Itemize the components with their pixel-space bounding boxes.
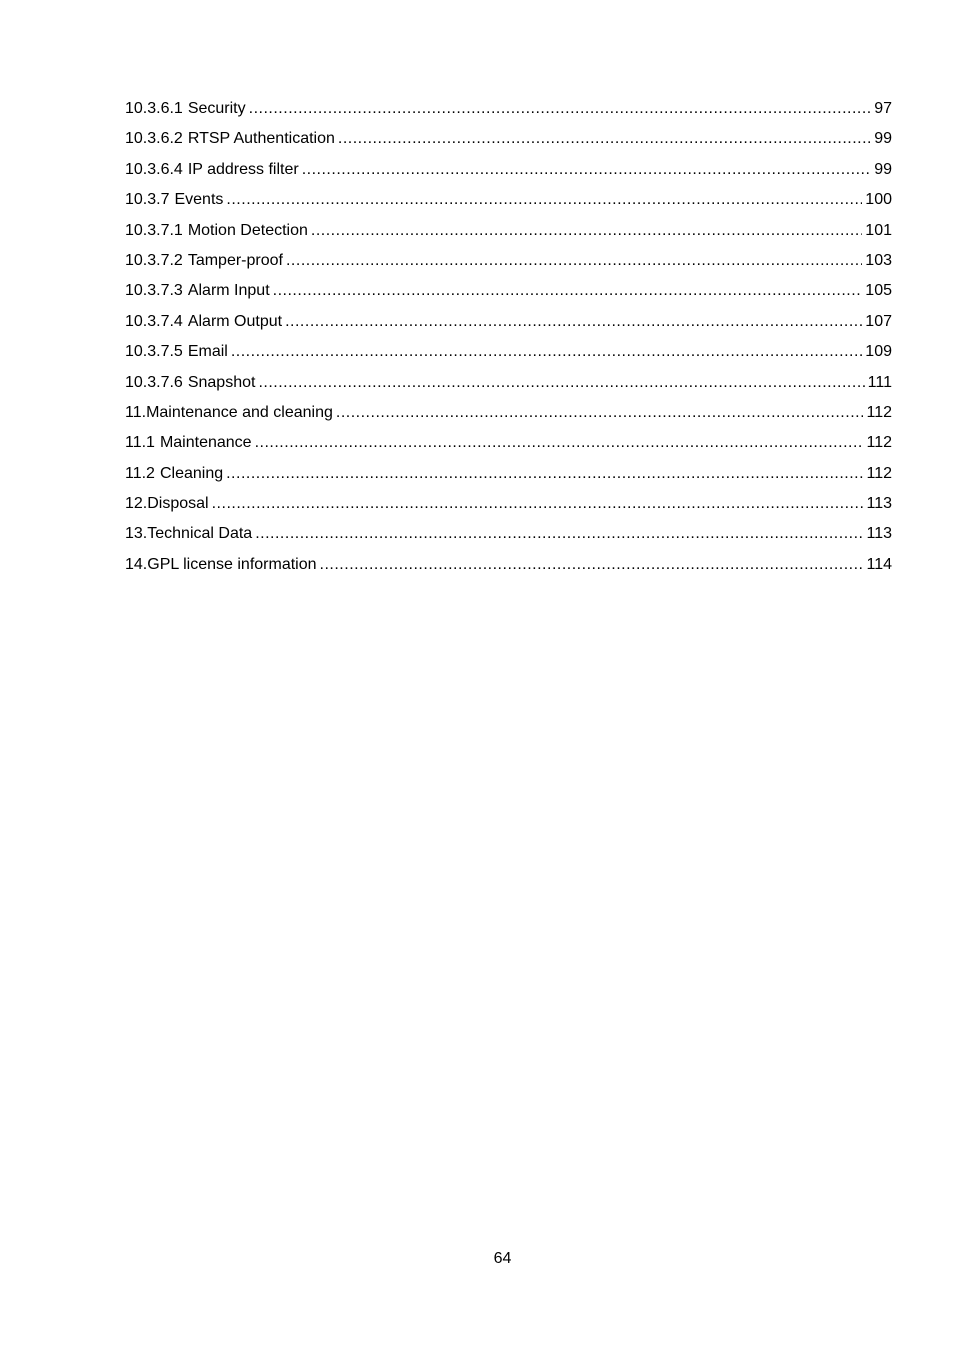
- toc-entry[interactable]: [125, 431, 892, 461]
- toc-entry-number: 14.: [125, 555, 148, 573]
- toc-entry-title: GPL license information: [147, 555, 317, 573]
- dot-leader: [249, 97, 872, 121]
- toc-entry-title: Technical Data: [147, 525, 253, 543]
- toc-entry-page: 109: [865, 343, 892, 361]
- dot-leader: [311, 219, 862, 243]
- toc-entry-number: 11.: [125, 403, 147, 421]
- dot-leader: [226, 188, 862, 212]
- dot-leader: [336, 401, 864, 425]
- table-of-contents: [125, 97, 892, 583]
- toc-entry-page: 113: [866, 495, 892, 513]
- toc-entry[interactable]: [125, 127, 892, 157]
- dot-leader: [226, 462, 863, 486]
- toc-entry[interactable]: [125, 158, 892, 188]
- toc-entry[interactable]: [125, 553, 892, 583]
- toc-entry-page: 112: [866, 464, 892, 482]
- toc-entry[interactable]: [125, 462, 892, 492]
- toc-entry-title: Motion Detection: [187, 221, 308, 239]
- toc-entry[interactable]: [125, 492, 892, 522]
- dot-leader: [286, 249, 862, 273]
- dot-leader: [273, 279, 863, 303]
- dot-leader: [320, 553, 864, 577]
- toc-entry-page: 101: [865, 221, 892, 239]
- toc-entry-number: 11.1: [125, 434, 155, 452]
- dot-leader: [255, 431, 864, 455]
- toc-entry-number: 10.3.7.6: [125, 373, 183, 391]
- toc-entry[interactable]: [125, 188, 892, 218]
- toc-entry-title: RTSP Authentication: [187, 130, 335, 148]
- toc-entry[interactable]: [125, 97, 892, 127]
- toc-entry-title: IP address filter: [187, 160, 299, 178]
- dot-leader: [285, 310, 862, 334]
- dot-leader: [338, 127, 871, 151]
- toc-entry-page: 107: [865, 312, 892, 330]
- toc-entry-title: Maintenance: [159, 434, 252, 452]
- toc-entry-number: 10.3.7.3: [125, 282, 183, 300]
- dot-leader: [231, 340, 862, 364]
- toc-entry-page: 100: [865, 191, 892, 209]
- toc-entry-number: 11.2: [125, 464, 155, 482]
- dot-leader: [212, 492, 864, 516]
- toc-entry[interactable]: [125, 249, 892, 279]
- dot-leader: [258, 371, 864, 395]
- toc-entry-title: Cleaning: [159, 464, 224, 482]
- toc-entry-title: Email: [187, 343, 228, 361]
- toc-entry-number: 10.3.7: [125, 191, 170, 209]
- toc-entry-page: 99: [874, 130, 892, 148]
- toc-entry-number: 10.3.7.2: [125, 251, 183, 269]
- toc-entry-title: Tamper-proof: [187, 251, 283, 269]
- toc-entry[interactable]: [125, 371, 892, 401]
- toc-entry[interactable]: [125, 340, 892, 370]
- toc-entry-page: 103: [865, 251, 892, 269]
- toc-entry[interactable]: [125, 401, 892, 431]
- toc-entry-page: 112: [866, 403, 892, 421]
- toc-entry-page: 111: [867, 373, 892, 391]
- toc-entry-number: 12.: [125, 495, 148, 513]
- toc-entry-number: 10.3.7.5: [125, 343, 183, 361]
- toc-entry-number: 10.3.7.1: [125, 221, 183, 239]
- toc-entry-page: 105: [865, 282, 892, 300]
- toc-entry-page: 114: [866, 555, 892, 573]
- toc-entry-title: Maintenance and cleaning: [146, 403, 333, 421]
- toc-entry[interactable]: [125, 522, 892, 552]
- toc-entry[interactable]: [125, 279, 892, 309]
- toc-entry[interactable]: [125, 219, 892, 249]
- toc-entry-title: Security: [187, 100, 246, 117]
- toc-entry-number: 10.3.6.2: [125, 130, 183, 148]
- toc-entry-title: Disposal: [147, 495, 209, 513]
- page-number: 64: [493, 1250, 512, 1267]
- toc-entry-title: Snapshot: [187, 373, 256, 391]
- dot-leader: [302, 158, 872, 182]
- toc-entry-title: Alarm Input: [187, 282, 270, 300]
- toc-entry-page: 113: [866, 525, 892, 543]
- toc-entry-title: Alarm Output: [187, 312, 283, 330]
- toc-entry-number: 10.3.6.1: [125, 100, 183, 117]
- toc-entry-number: 10.3.7.4: [125, 312, 183, 330]
- toc-entry-number: 10.3.6.4: [125, 160, 183, 178]
- toc-entry-page: 97: [874, 100, 892, 117]
- toc-entry-title: Events: [174, 191, 224, 209]
- dot-leader: [255, 522, 863, 546]
- toc-entry-number: 13.: [125, 525, 148, 543]
- toc-entry[interactable]: [125, 310, 892, 340]
- toc-entry-page: 99: [874, 160, 892, 178]
- toc-entry-page: 112: [866, 434, 892, 452]
